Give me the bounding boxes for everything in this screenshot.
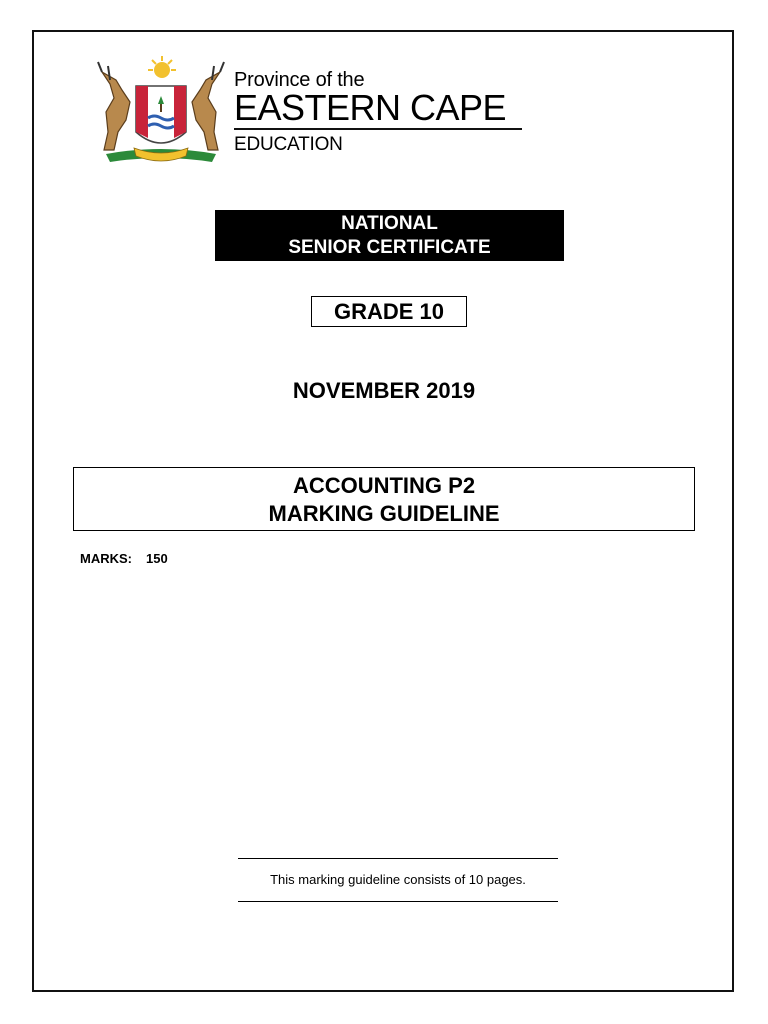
- marks-line: [80, 551, 168, 567]
- footer-page-count: This marking guideline consists of 10 pages.: [270, 872, 526, 887]
- logo-province-text: Province of the: [234, 69, 365, 91]
- marks-value: 150: [146, 551, 168, 566]
- nsc-line2: SENIOR CERTIFICATE: [288, 237, 491, 258]
- logo-education-text: EDUCATION: [234, 134, 343, 155]
- subject-line1: ACCOUNTING P2: [292, 473, 476, 498]
- subject-line2: MARKING GUIDELINE: [268, 501, 500, 526]
- logo-eastern-cape-text: EASTERN CAPE: [234, 90, 522, 130]
- exam-date: NOVEMBER 2019: [292, 378, 476, 403]
- logo: [88, 54, 528, 174]
- subject-box: [73, 467, 695, 531]
- marks-label: MARKS:: [80, 551, 132, 566]
- nsc-line1: NATIONAL: [341, 213, 438, 234]
- footer-rule-top: [238, 858, 558, 859]
- coat-of-arms-icon: [88, 54, 234, 174]
- footer-rule-bottom: [238, 901, 558, 902]
- nsc-title-box: [215, 210, 564, 261]
- grade-box: GRADE 10: [311, 296, 467, 327]
